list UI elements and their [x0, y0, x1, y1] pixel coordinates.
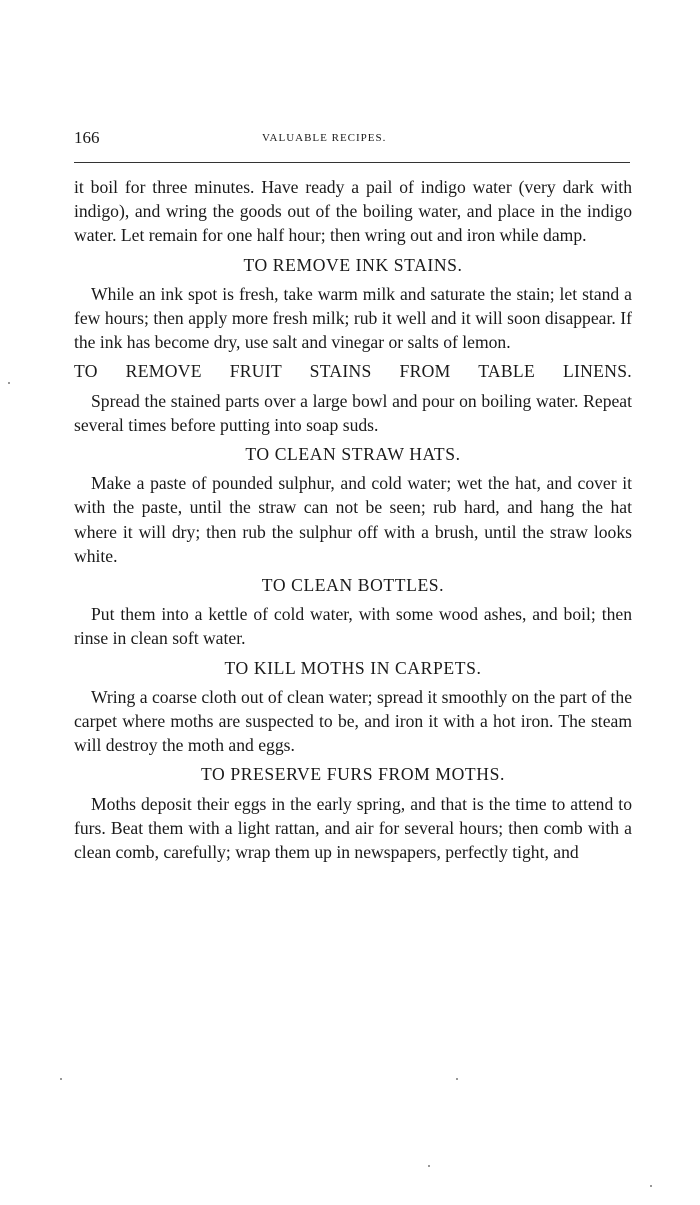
section-heading-bottles: TO CLEAN BOTTLES. — [261, 575, 445, 596]
paper-speck — [428, 1165, 430, 1167]
paper-speck — [60, 1078, 62, 1080]
paper-speck — [456, 1078, 458, 1080]
page-body — [74, 175, 632, 864]
section-text-bottles: Put them into a kettle of cold water, with some wood ashes, and boil; then rinse in clean soft water. — [74, 604, 632, 649]
section-text-fruit-stains: Spread the stained parts over a large bowl and pour on boiling water. Repeat several times before putting into soap suds. — [74, 390, 632, 435]
section-heading-moths-carpets: TO KILL MOTHS IN CARPETS. — [224, 657, 482, 678]
section-text-furs: Moths deposit their eggs in the early spring, and that is the time to attend to furs. Beat them with a light rattan, and air for several hours; then comb with a clean comb, carefully; wrap them up in newspapers, perfectly tight, and — [74, 793, 632, 863]
section-heading-fruit-stains: TO REMOVE FRUIT STAINS FROM TABLE LINENS. — [74, 361, 632, 382]
section-heading-furs: TO PRESERVE FURS FROM MOTHS. — [201, 764, 505, 785]
section-text-moths-carpets: Wring a coarse cloth out of clean water; spread it smoothly on the part of the carpet where moths are suspected to be, and iron it with a hot iron. The steam will destroy the moth and eggs. — [74, 686, 632, 756]
header-rule — [74, 162, 630, 163]
continuation-paragraph: it boil for three minutes. Have ready a pail of indigo water (very dark with indigo), and wring the goods out of the boiling water, and place in the indigo water. Let remain for one half hour; then wring out and iron while damp. — [74, 177, 632, 246]
running-head — [74, 126, 632, 152]
running-title: VALUABLE RECIPES. — [262, 132, 387, 144]
paper-speck — [650, 1185, 652, 1187]
paper-speck — [8, 382, 10, 384]
section-text-ink-stains: While an ink spot is fresh, take warm milk and saturate the stain; let stand a few hours; then apply more fresh milk; rub it well and it will soon disappear. If the ink has become dry, use salt and vinegar or salts of lemon. — [74, 283, 632, 353]
section-text-straw-hats: Make a paste of pounded sulphur, and cold water; wet the hat, and cover it with the paste, until the straw can not be seen; rub hard, and hang the hat where it will dry; then rub the sulphur off with a brush, until the straw looks white. — [74, 473, 632, 566]
book-page — [74, 126, 632, 863]
section-heading-straw-hats: TO CLEAN STRAW HATS. — [245, 444, 461, 465]
section-heading-ink-stains: TO REMOVE INK STAINS. — [243, 254, 463, 275]
page-number: 166 — [74, 128, 100, 147]
